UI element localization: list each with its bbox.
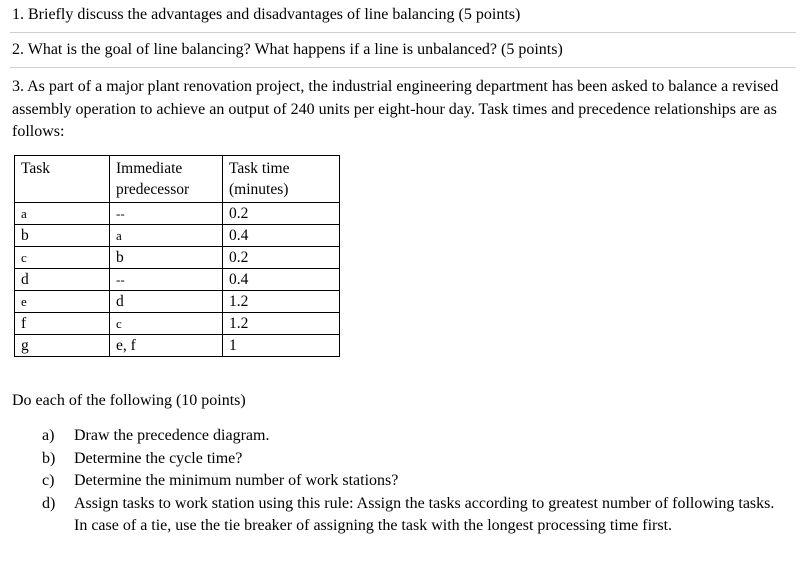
list-item-text: Draw the precedence diagram. (74, 427, 270, 444)
table-row (15, 335, 340, 357)
table-row (15, 203, 340, 225)
cell-task: c (15, 247, 110, 269)
list-item-label: a) (42, 427, 55, 444)
list-item-label: c) (42, 472, 55, 489)
cell-time: 0.2 (223, 247, 340, 269)
table-row (15, 269, 340, 291)
table-row (15, 247, 340, 269)
cell-task: a (15, 203, 110, 225)
list-item (42, 425, 780, 448)
followup-intro: Do each of the following (10 points) (12, 392, 246, 409)
cell-predecessor: b (110, 247, 223, 269)
cell-predecessor: -- (110, 269, 223, 291)
header-task-time: Task time (minutes) (223, 156, 340, 203)
cell-time: 1.2 (223, 313, 340, 335)
cell-task: b (15, 225, 110, 247)
cell-task: e (15, 291, 110, 313)
cell-time: 0.4 (223, 225, 340, 247)
cell-time: 1 (223, 335, 340, 357)
cell-time: 0.2 (223, 203, 340, 225)
divider (10, 32, 796, 33)
list-item-text: Assign tasks to work station using this rule: Assign the tasks according to greatest number of following tasks. In case of a tie, use the tie breaker of assigning the task with the longest processing time first. (74, 494, 775, 534)
question-2: 2. What is the goal of line balancing? What happens if a line is unbalanced? (5 points) (12, 41, 563, 58)
list-item (42, 470, 780, 493)
cell-predecessor: d (110, 291, 223, 313)
cell-predecessor: a (110, 225, 223, 247)
list-item (42, 448, 780, 471)
cell-task: d (15, 269, 110, 291)
table-header-row (15, 156, 340, 203)
cell-time: 0.4 (223, 269, 340, 291)
cell-time: 1.2 (223, 291, 340, 313)
table-row (15, 291, 340, 313)
divider (10, 67, 796, 68)
cell-predecessor: e, f (110, 335, 223, 357)
table-row (15, 225, 340, 247)
question-3: 3. As part of a major plant renovation project, the industrial engineering department has been asked to balance a revised assembly operation to achieve an output of 240 units per eight-hour day. Task times and precedence relationships are as follows: (12, 78, 779, 140)
list-item-label: b) (42, 449, 56, 467)
list-item-text: Determine the minimum number of work stations? (74, 472, 399, 489)
header-predecessor: Immediate predecessor (110, 156, 223, 203)
followup-list (42, 425, 780, 538)
table-row (15, 313, 340, 335)
list-item-label: d) (42, 494, 56, 512)
header-task: Task (15, 156, 110, 203)
cell-predecessor: c (110, 313, 223, 335)
question-1: 1. Briefly discuss the advantages and disadvantages of line balancing (5 points) (12, 6, 521, 23)
cell-predecessor: -- (110, 203, 223, 225)
cell-task: f (15, 313, 110, 335)
task-table (14, 155, 340, 357)
list-item (42, 493, 780, 538)
list-item-text: Determine the cycle time? (74, 449, 243, 467)
cell-task: g (15, 335, 110, 357)
